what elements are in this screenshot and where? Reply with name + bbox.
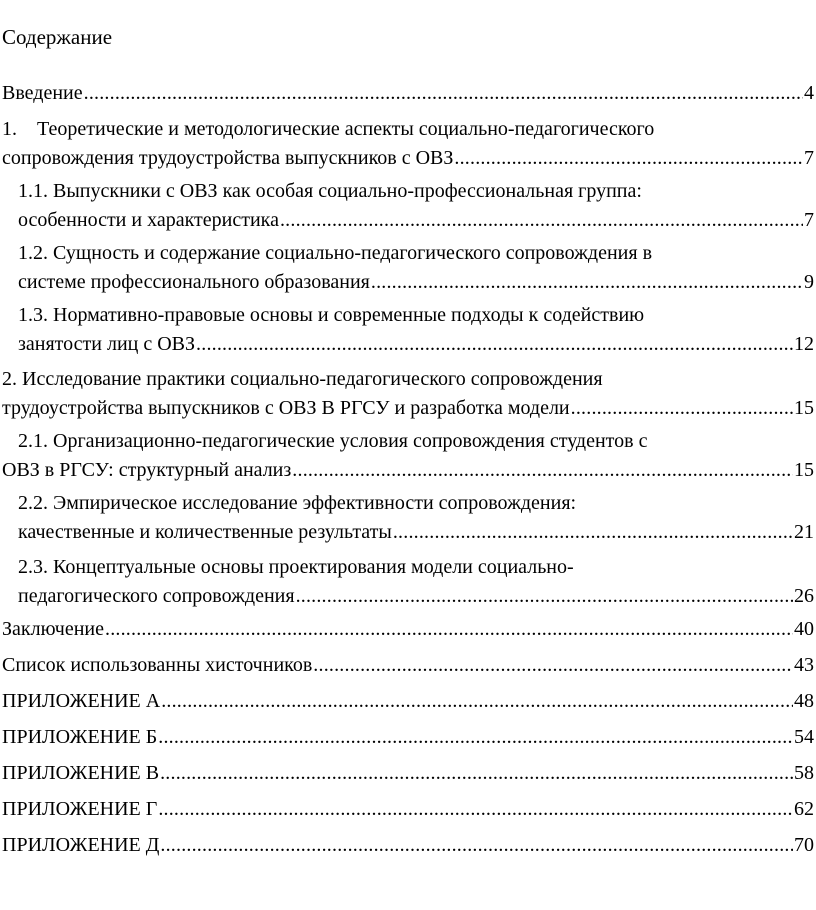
toc-entry-appendix-g[interactable] — [2, 796, 814, 825]
toc-entry-appendix-d[interactable] — [2, 832, 814, 861]
toc-line — [18, 583, 814, 612]
toc-entry-section-1-1[interactable] — [18, 178, 814, 236]
dot-leader — [280, 207, 803, 233]
toc-entry-conclusion[interactable] — [2, 616, 814, 645]
toc-line — [2, 116, 814, 145]
toc-page-number: 26 — [794, 585, 814, 607]
toc-entry-text: ПРИЛОЖЕНИЕ Д — [2, 834, 160, 856]
toc-line — [18, 428, 814, 457]
toc-line — [18, 331, 814, 360]
toc-entry-references[interactable] — [2, 652, 814, 681]
toc-entry-section-2-2[interactable] — [18, 490, 814, 548]
toc-entry-chapter-2[interactable] — [2, 366, 814, 424]
toc-entry-section-1-2[interactable] — [18, 240, 814, 298]
toc-entry-text-cont: сопровождения трудоустройства выпускников с ОВЗ — [2, 147, 454, 169]
dot-leader — [158, 724, 793, 750]
toc-page-number: 62 — [794, 798, 814, 820]
toc-entry-text: 2.1. Организационно-педагогические условия сопровождения студентов с — [18, 430, 648, 452]
toc-page-number: 7 — [804, 209, 814, 231]
toc-entry-section-1-3[interactable] — [18, 302, 814, 360]
toc-line — [2, 395, 814, 424]
dot-leader — [161, 688, 793, 714]
toc-entry-text: ПРИЛОЖЕНИЕ А — [2, 690, 161, 712]
toc-entry-text: 1.3. Нормативно-правовые основы и современные подходы к содействию — [18, 304, 645, 326]
toc-page-number: 43 — [794, 654, 814, 676]
toc-entry-text: Список использованны хисточников — [2, 654, 313, 676]
toc-page-number: 15 — [794, 397, 814, 419]
toc-page-number: 4 — [804, 82, 814, 104]
toc-line — [18, 207, 814, 236]
toc-line — [18, 554, 814, 583]
toc-entry-text-cont: трудоустройства выпускников с ОВЗ В РГСУ и разработка модели — [2, 397, 570, 419]
toc-entry-text: 1. Теоретические и методологические аспекты социально-педагогического — [2, 118, 655, 140]
toc-page-number: 21 — [794, 521, 814, 543]
toc-line — [2, 652, 814, 681]
toc-entry-text-cont: качественные и количественные результаты — [18, 521, 392, 543]
toc-entry-section-2-3[interactable] — [18, 554, 814, 612]
toc-entry-text: 1.2. Сущность и содержание социально-педагогического сопровождения в — [18, 242, 653, 264]
dot-leader — [393, 519, 793, 545]
toc-line — [18, 240, 814, 269]
toc-page-number: 54 — [794, 726, 814, 748]
toc-entry-text: 1.1. Выпускники с ОВЗ как особая социально-профессиональная группа: — [18, 180, 642, 202]
toc-line — [2, 724, 814, 753]
dot-leader — [313, 652, 793, 678]
dot-leader — [196, 331, 793, 357]
toc-entry-text: ПРИЛОЖЕНИЕ Б — [2, 726, 158, 748]
toc-page-number: 15 — [794, 459, 814, 481]
dot-leader — [571, 395, 793, 421]
toc-line — [18, 519, 814, 548]
toc-line — [2, 145, 814, 174]
toc-entry-text: ПРИЛОЖЕНИЕ В — [2, 762, 160, 784]
toc-entry-chapter-1[interactable] — [2, 116, 814, 174]
toc-line — [18, 490, 814, 519]
toc-page-number: 48 — [794, 690, 814, 712]
toc-line — [2, 457, 814, 486]
toc-page-number: 12 — [794, 333, 814, 355]
toc-title: Содержание — [2, 25, 113, 49]
toc-entry-text-cont: педагогического сопровождения — [18, 585, 295, 607]
dot-leader — [160, 760, 793, 786]
dot-leader — [371, 269, 803, 295]
dot-leader — [292, 457, 793, 483]
toc-line — [2, 80, 814, 109]
dot-leader — [160, 832, 793, 858]
toc-entry-text-cont: занятости лиц с ОВЗ — [18, 333, 196, 355]
toc-entry-appendix-b[interactable] — [2, 724, 814, 753]
toc-page-number: 58 — [794, 762, 814, 784]
dot-leader — [158, 796, 793, 822]
toc-entry-text: 2. Исследование практики социально-педагогического сопровождения — [2, 368, 603, 390]
toc-line — [18, 178, 814, 207]
toc-entry-introduction[interactable] — [2, 80, 814, 109]
dot-leader — [296, 583, 793, 609]
dot-leader — [454, 145, 803, 171]
dot-leader — [84, 80, 803, 106]
toc-page-number: 7 — [804, 147, 814, 169]
toc-entry-text: ПРИЛОЖЕНИЕ Г — [2, 798, 158, 820]
toc-line — [2, 616, 814, 645]
toc-line — [18, 269, 814, 298]
dot-leader — [105, 616, 793, 642]
toc-page-number: 9 — [804, 271, 814, 293]
toc-entry-text-cont: ОВЗ в РГСУ: структурный анализ — [2, 459, 292, 481]
toc-line — [2, 796, 814, 825]
toc-entry-section-2-1[interactable] — [2, 428, 814, 486]
toc-line — [2, 366, 814, 395]
toc-line — [2, 832, 814, 861]
toc-line — [2, 760, 814, 789]
toc-line — [18, 302, 814, 331]
toc-entry-text: Заключение — [2, 618, 104, 640]
toc-entry-text: 2.2. Эмпирическое исследование эффективности сопровождения: — [18, 492, 577, 514]
toc-entry-text-cont: системе профессионального образования — [18, 271, 370, 293]
toc-entry-appendix-v[interactable] — [2, 760, 814, 789]
toc-entry-text: 2.3. Концептуальные основы проектирования модели социально- — [18, 556, 574, 578]
toc-entry-text-cont: особенности и характеристика — [18, 209, 279, 231]
toc-page-number: 40 — [794, 618, 814, 640]
toc-entry-text: Введение — [2, 82, 83, 104]
toc-entry-appendix-a[interactable] — [2, 688, 814, 717]
toc-line — [2, 688, 814, 717]
toc-page-number: 70 — [794, 834, 814, 856]
